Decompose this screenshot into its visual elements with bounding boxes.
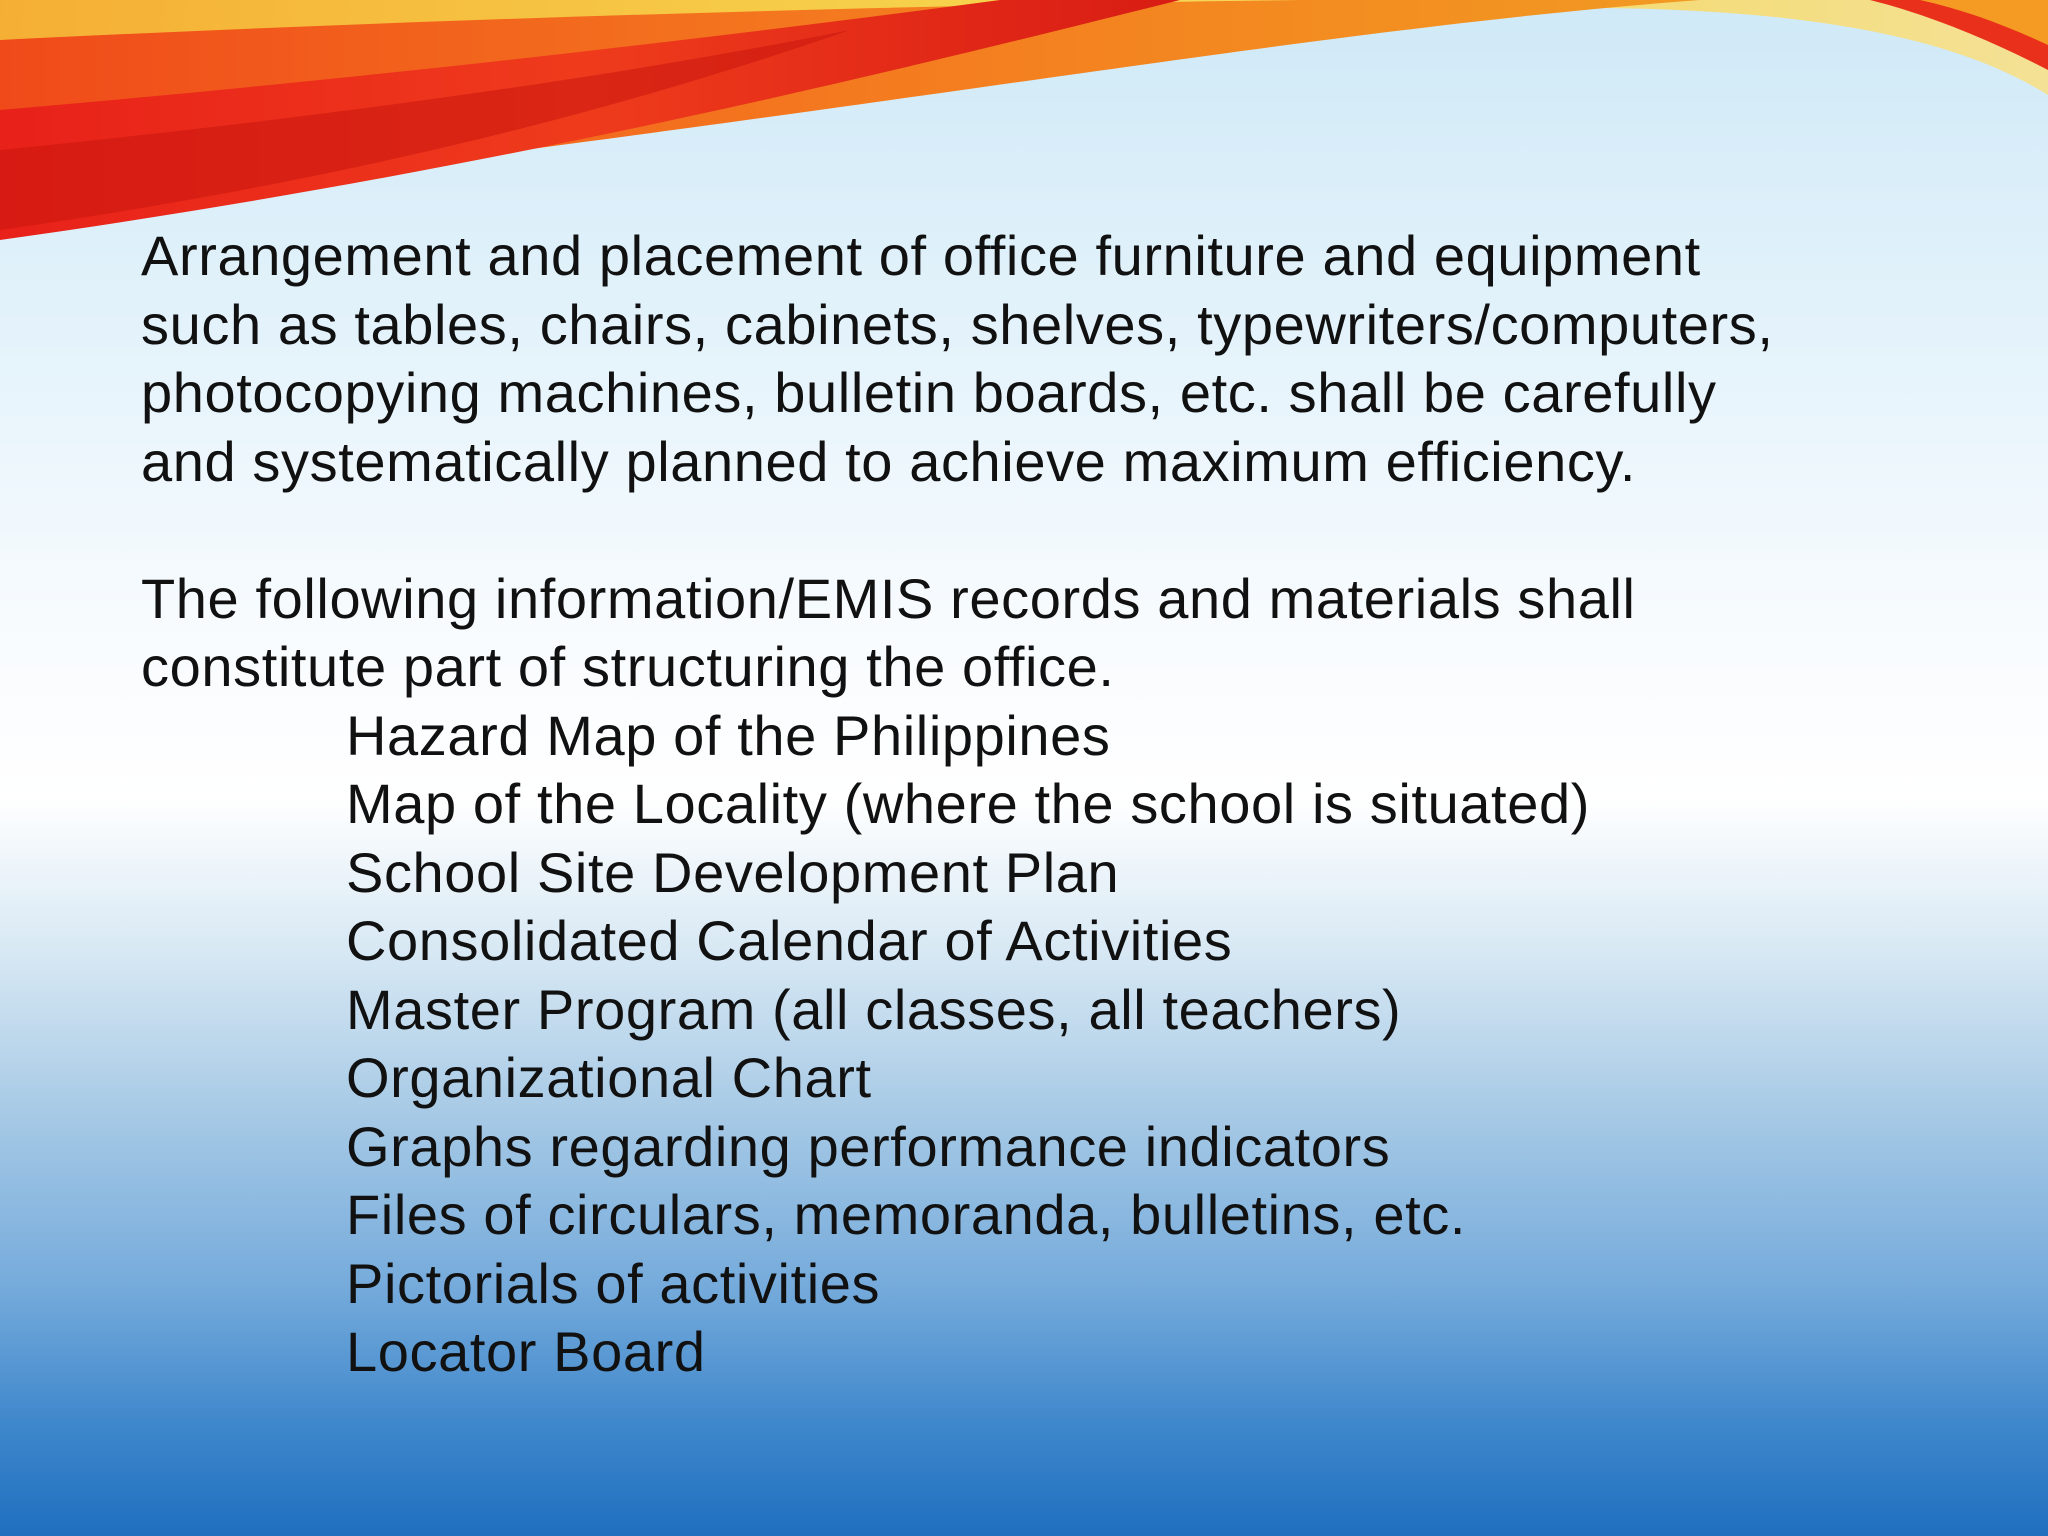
list-item: School Site Development Plan — [346, 840, 1120, 904]
paragraph-emis-records: The following information/EMIS records and materials shall constitute part of structuring the office. — [141, 566, 1636, 698]
list-item: Pictorials of activities — [346, 1251, 881, 1315]
materials-list — [141, 702, 2001, 1387]
list-item: Map of the Locality (where the school is situated) — [346, 772, 1590, 835]
list-item: Hazard Map of the Philippines — [346, 703, 1111, 767]
slide-body — [141, 222, 2001, 1387]
decorative-swoosh — [0, 0, 2048, 260]
list-item: Consolidated Calendar of Activities — [346, 909, 1233, 972]
list-item: Files of circulars, memoranda, bulletins, etc. — [346, 1183, 1467, 1246]
list-item: Master Program (all classes, all teachers) — [346, 977, 1402, 1041]
list-item: Graphs regarding performance indicators — [346, 1114, 1391, 1178]
list-item: Locator Board — [346, 1320, 706, 1383]
paragraph-office-arrangement: Arrangement and placement of office furniture and equipment such as tables, chairs, cabinets, shelves, typewriters/computers, photocopying machines, bulletin boards, etc. shall be carefully and systematically planned to achieve maximum efficiency. — [141, 224, 1774, 493]
list-item: Organizational Chart — [346, 1046, 872, 1109]
